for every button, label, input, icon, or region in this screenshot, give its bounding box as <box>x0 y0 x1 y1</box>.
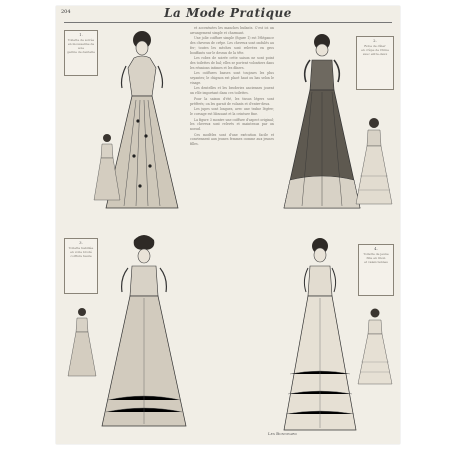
caption-line: en voile brodé <box>70 250 92 254</box>
fashion-illustration-figure-2 <box>276 30 366 216</box>
fashion-illustration-figure-4 <box>278 234 362 434</box>
small-back-view-figure-2 <box>354 116 394 206</box>
masthead-rule <box>64 22 392 23</box>
masthead-title: La Mode Pratique <box>164 6 292 20</box>
caption-figure-1 <box>64 30 98 76</box>
caption-line: en crêpe de Chine <box>361 48 389 52</box>
small-back-view-figure-1 <box>92 132 122 202</box>
caption-line: Robe de dîner <box>364 44 386 48</box>
caption-line: Toilette de soirée <box>67 38 95 42</box>
caption-number: 2. <box>373 39 377 43</box>
article-paragraph: Les dentelles et les broderies anciennes jouent un rôle important dans ces toilettes. <box>190 86 274 96</box>
small-back-view-figure-4 <box>356 306 394 386</box>
caption-line: Toilette de jeune <box>363 252 389 256</box>
caption-number: 1. <box>79 33 83 37</box>
author-signature: Les Bonnivard <box>268 431 297 436</box>
small-back-view-figure-3 <box>66 306 98 378</box>
article-paragraph: Les coiffures basses sont toujours les plus seyantes; le chignon est placé haut ou bas selon le visage. <box>190 71 274 85</box>
caption-figure-3 <box>64 238 98 294</box>
fashion-illustration-figure-3 <box>98 232 190 432</box>
caption-number: 3. <box>79 241 83 245</box>
article-paragraph: Pour la saison d'été, les tissus légers sont préférés; on les garnit de volants et d'entre-deux. <box>190 96 274 106</box>
caption-figure-4 <box>358 244 394 296</box>
article-paragraph: Les robes de soirée cette saison ne sont point des toilettes de bal; elles se portent volontiers dans les réunions intimes et les dîners. <box>190 56 274 70</box>
caption-line: avec entre-deux <box>362 52 388 56</box>
article-paragraph: La figure 3 montre une coiffure d'aspect original; les cheveux sont relevés et maintenus par un noeud. <box>190 117 274 132</box>
page-number: 204 <box>61 9 71 15</box>
caption-line: fille en linon <box>366 256 386 260</box>
article-paragraph: et accentuées les manches bufants. C'est ici un arrangement simple et charmant. <box>190 26 274 35</box>
caption-number: 4. <box>374 247 378 251</box>
caption-line: coiffure haute <box>70 254 92 258</box>
magazine-page <box>56 6 400 444</box>
article-column <box>190 26 274 424</box>
caption-line: garnie de dentelle <box>67 50 95 54</box>
article-paragraph: Ces modèles sont d'une exécution facile et conviennent aux jeunes femmes comme aux jeunes filles. <box>190 132 274 147</box>
caption-line: et valenciennes <box>364 260 388 264</box>
article-paragraph: Une jolie coiffure simple (figure 1) est l'élégance des cheveux de crêpe. Les cheveux sont ondulés au fer; toutes les mèches sont relevées en gros bouffants sur le dessus de la tête. <box>190 36 274 55</box>
article-paragraph: Les jupes sont longues, avec une traîne légère; le corsage est blousant et la ceinture fine. <box>190 107 274 116</box>
caption-line: en mousseline de soie <box>67 42 95 50</box>
caption-line: Toilette habillée <box>68 246 94 250</box>
